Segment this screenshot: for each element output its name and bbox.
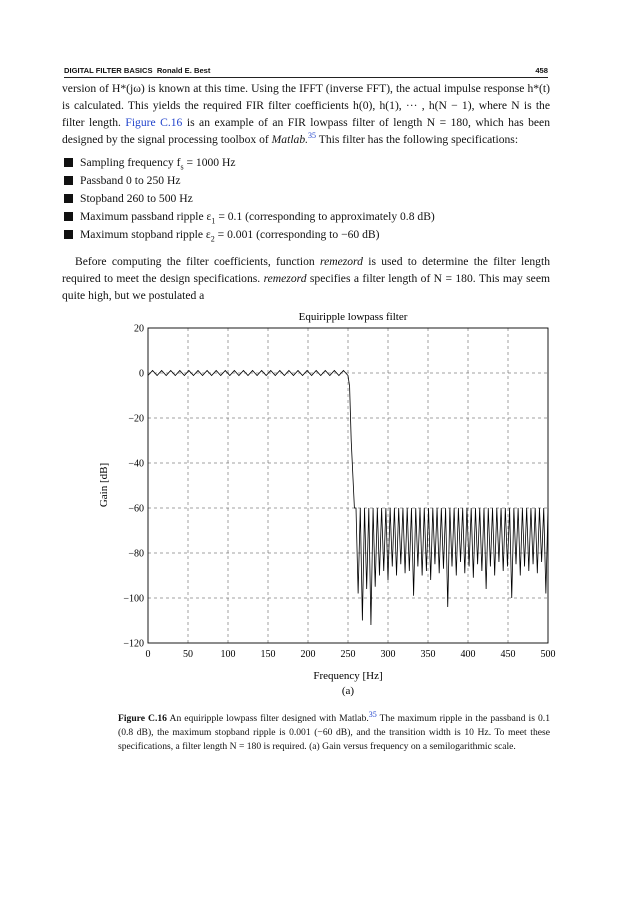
chart-title: Equiripple lowpass filter (298, 311, 408, 323)
function-name: remezord (263, 272, 307, 285)
y-axis-label: Gain [dB] (98, 462, 110, 508)
x-tick-label: 150 (260, 649, 276, 660)
footnote-ref[interactable]: 35 (308, 131, 317, 141)
bullet-square-icon (64, 194, 73, 203)
x-tick-label: 350 (420, 649, 436, 660)
y-tick-label: −80 (128, 548, 144, 560)
function-name: remezord (319, 255, 363, 268)
bullet-square-icon (64, 176, 73, 185)
list-item: Maximum stopband ripple $\varepsilon_2 = 0.001$ (corresponding to −60 dB) (62, 226, 550, 243)
header-left (64, 66, 210, 75)
y-tick-label: −60 (128, 503, 144, 515)
p1-matlab: Matlab. (271, 133, 309, 146)
y-tick-label: 0 (139, 368, 144, 380)
figure-link[interactable]: Figure C.16 (125, 116, 183, 129)
x-tick-label: 50 (183, 649, 193, 660)
p1-text-c: This filter has the following specifications: (318, 133, 519, 146)
header-author: Ronald E. Best (156, 66, 211, 75)
paragraph-1 (62, 80, 550, 148)
header-rule (64, 77, 548, 78)
x-tick-label: 450 (500, 649, 516, 660)
page-number: 458 (535, 66, 548, 75)
y-tick-label: −40 (128, 458, 144, 470)
p1-text-a: version of H*(jω) is known at this time. Using the IFFT (inverse FFT), the actual impulse response h*(t) is calculated. This yields the required FIR filter coefficients h(0), h(1), ··· , h(N − 1), where N is the filter length. (62, 82, 550, 129)
p1-text-b: is an example of an FIR lowpass filter of length N = 180, which has been designed by the signal processing toolbox of (62, 116, 550, 146)
bullet-square-icon (64, 212, 73, 221)
list-item: Sampling frequency $f_s = 1000$ Hz (62, 154, 550, 171)
caption-label: Figure C.16 (118, 713, 167, 724)
paragraph-2: Before computing the filter coefficients, function remezord is used to determine the filter length required to meet the design specifications. remezord specifies a filter length of N = 180. This may seem quite high, but we postulated a (62, 255, 550, 302)
y-tick-label: −20 (128, 413, 144, 425)
y-tick-label: 20 (134, 323, 144, 335)
x-tick-label: 250 (340, 649, 356, 660)
spec-list (62, 154, 550, 243)
x-tick-label: 100 (220, 649, 236, 660)
header-title: DIGITAL FILTER BASICS (64, 66, 153, 75)
x-tick-label: 200 (300, 649, 316, 660)
list-item: Passband 0 to 250 Hz (62, 172, 550, 189)
list-item: Stopband 260 to 500 Hz (62, 190, 550, 207)
footnote-ref[interactable]: 35 (368, 709, 377, 719)
x-tick-label: 500 (540, 649, 556, 660)
chart-sublabel: (a) (341, 685, 355, 697)
list-item: Maximum passband ripple $\varepsilon_1 = 0.1$ (corresponding to approximately 0.8 dB) (62, 208, 550, 225)
gain-chart (92, 305, 562, 697)
x-axis-label: Frequency [Hz] (313, 670, 383, 682)
x-tick-label: 400 (460, 649, 476, 660)
bullet-square-icon (64, 158, 73, 167)
y-tick-label: −100 (123, 593, 144, 605)
body-text (62, 80, 550, 304)
y-tick-label: −120 (123, 638, 144, 650)
figure-caption: Figure C.16 An equiripple lowpass filter designed with Matlab.$^{35}$ The maximum ripple in the passband is 0.1 (0.8 dB), the maximum stopband ripple is 0.001 (−60 dB), and the transition width is 10 Hz. To meet these specifications, a filter length N = 180 is required. (a) Gain versus frequency on a semilogarithmic scale. (118, 709, 550, 752)
bullet-square-icon (64, 230, 73, 239)
x-tick-label: 300 (380, 649, 396, 660)
x-tick-label: 0 (145, 649, 151, 660)
running-header (64, 64, 548, 78)
